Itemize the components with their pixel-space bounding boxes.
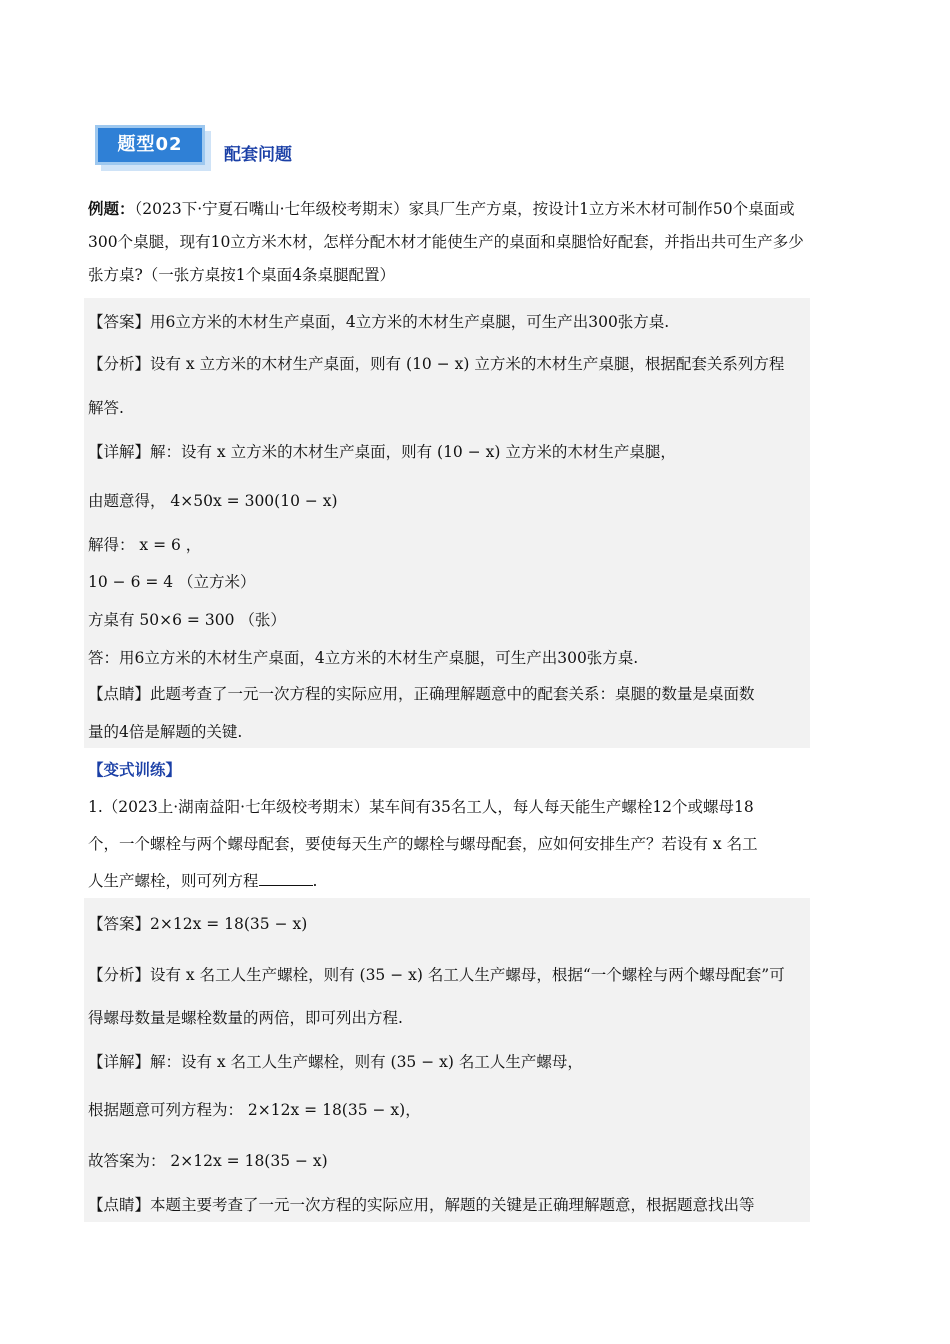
practice-q1-line1: 1.（2023上·湖南益阳·七年级校考期末）某车间有35名工人，每人每天能生产螺栓12个或螺母18 [88, 798, 754, 816]
example-question [88, 192, 810, 292]
practice-label: 【变式训练】 [88, 761, 182, 779]
example-analysis-line1: 【分析】设有 x 立方米的木材生产桌面，则有 (10 − x) 立方米的木材生产桌腿，根据配套关系列方程 [88, 355, 785, 373]
example-analysis-line2: 解答. [88, 399, 124, 417]
practice-analysis-line2: 得螺母数量是螺栓数量的两倍，即可列出方程. [88, 1009, 403, 1027]
practice-q1-line2: 个，一个螺栓与两个螺母配套，要使每天生产的螺栓与螺母配套，应如何安排生产？若设有 x 名工 [88, 835, 758, 853]
example-label: 例题： [88, 199, 135, 218]
section-title: 配套问题 [224, 145, 292, 165]
practice-q1-line3 [88, 869, 317, 891]
practice-comment: 【点睛】本题主要考查了一元一次方程的实际应用，解题的关键是正确理解题意，根据题意找出等 [88, 1196, 755, 1214]
practice-step2: 故答案为： 2×12x = 18(35 − x) [88, 1152, 328, 1170]
practice-step1: 根据题意可列方程为： 2×12x = 18(35 − x)， [88, 1101, 421, 1119]
practice-detail: 【详解】解：设有 x 名工人生产螺栓，则有 (35 − x) 名工人生产螺母， [88, 1053, 583, 1071]
practice-q1-text: 人生产螺栓，则可列方程 [88, 872, 259, 890]
example-text: （2023下·宁夏石嘴山·七年级校考期末）家具厂生产方桌，按设计1立方米木材可制作50个桌面或300个桌腿，现有10立方米木材，怎样分配木材才能使生产的桌面和桌腿恰好配套，并指出共可生产多少张方桌?（一张方桌按1个桌面4条桌腿配置） [88, 200, 804, 284]
practice-answer: 【答案】2×12x = 18(35 − x) [88, 915, 308, 933]
example-comment-line1: 【点睛】此题考查了一元一次方程的实际应用，正确理解题意中的配套关系：桌腿的数量是桌面数 [88, 685, 755, 703]
answer-blank [259, 871, 313, 886]
practice-q1-end: . [312, 872, 318, 890]
example-step4: 方桌有 50×6 = 300 （张） [88, 611, 286, 629]
practice-analysis-line1: 【分析】设有 x 名工人生产螺栓，则有 (35 − x) 名工人生产螺母，根据“一个螺栓与两个螺母配套”可 [88, 966, 785, 984]
badge-label: 题型02 [95, 125, 205, 165]
example-step2: 解得： x = 6 ， [88, 536, 202, 554]
example-detail: 【详解】解：设有 x 立方米的木材生产桌面，则有 (10 − x) 立方米的木材生产桌腿， [88, 443, 676, 461]
example-step3: 10 − 6 = 4 （立方米） [88, 573, 256, 591]
example-comment-line2: 量的4倍是解题的关键. [88, 723, 243, 741]
example-step1: 由题意得， 4×50x = 300(10 − x) [88, 492, 338, 510]
example-step5: 答：用6立方米的木材生产桌面，4立方米的木材生产桌腿，可生产出300张方桌. [88, 649, 639, 667]
example-answer: 【答案】用6立方米的木材生产桌面，4立方米的木材生产桌腿，可生产出300张方桌. [88, 313, 670, 331]
section-badge [95, 125, 215, 173]
